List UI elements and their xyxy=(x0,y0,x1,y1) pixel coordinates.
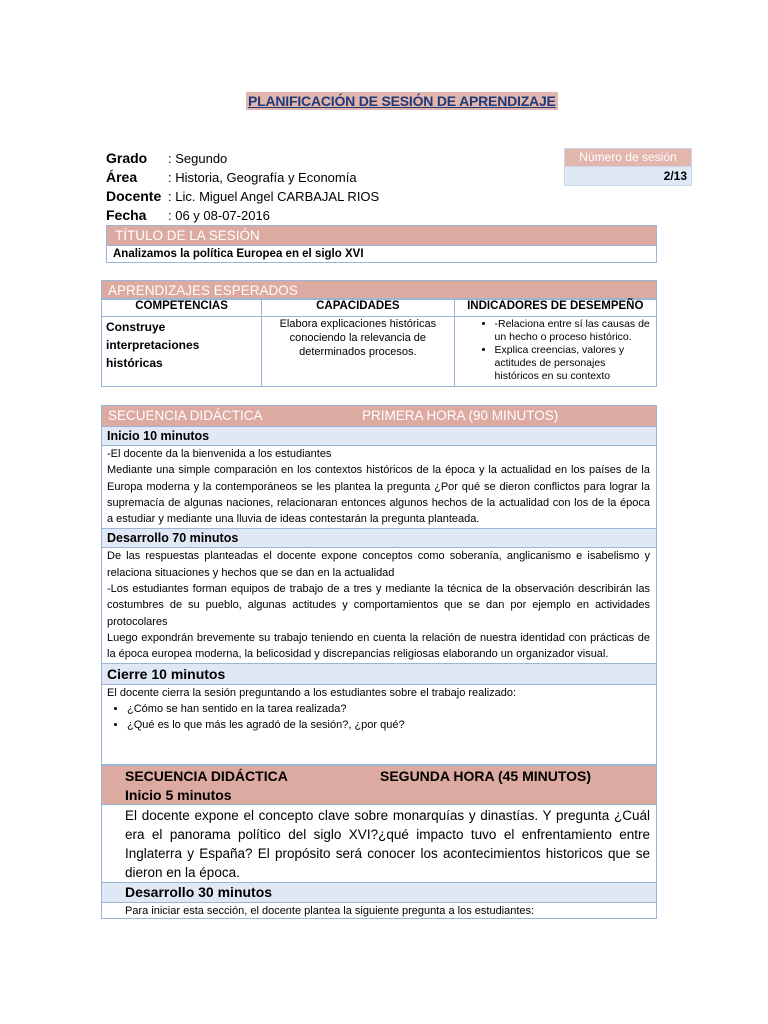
segunda-hora-section xyxy=(101,765,657,919)
session-title-value: Analizamos la política Europea en el siglo XVI xyxy=(107,245,656,263)
cierre-content xyxy=(102,685,656,734)
inicio-title: Inicio 10 minutos xyxy=(102,426,656,446)
session-title-section xyxy=(106,225,657,263)
indicadores-list xyxy=(455,318,652,383)
info-value: : Segundo xyxy=(168,151,228,166)
primera-hora-label: PRIMERA HORA (90 MINUTOS) xyxy=(362,408,559,423)
info-label: Docente xyxy=(106,188,162,204)
info-docente xyxy=(106,188,379,207)
info-label: Área xyxy=(106,169,138,185)
info-value: : 06 y 08-07-2016 xyxy=(168,208,270,223)
aprendizajes-header: APRENDIZAJES ESPERADOS xyxy=(101,280,657,299)
session-number-label: Número de sesión xyxy=(565,149,691,166)
column-header: CAPACIDADES xyxy=(262,300,454,317)
desarrollo-p2: -Los estudiantes forman equipos de trabajo de a tres y mediante la técnica de la observación describirán las costumbres de su pueblo, algunas actitudes y comportamientos que se dan por ejemplo en actividades protocolares xyxy=(107,583,650,628)
info-area xyxy=(106,169,357,188)
cierre-item: • ¿Cómo se han sentido en la tarea realizada? xyxy=(127,701,650,717)
info-value: : Historia, Geografía y Economía xyxy=(168,170,357,185)
indicador-item: • -Relaciona entre sí las causas de un hecho o proceso histórico. xyxy=(495,318,652,344)
session-number-value: 2/13 xyxy=(565,166,691,185)
cierre-p1: El docente cierra la sesión preguntando a los estudiantes sobre el trabajo realizado: xyxy=(107,686,517,699)
segunda-desarrollo-title: Desarrollo 30 minutos xyxy=(102,882,656,903)
competencia-cell xyxy=(102,317,262,387)
info-fecha xyxy=(106,207,270,226)
segunda-inicio-content: El docente expone el concepto clave sobre monarquías y dinastías. Y pregunta ¿Cuál era el panorama político del siglo XVI?¿qué impacto tuvo el enfrentamiento entre Inglaterra y España? El propósito será conocer los acontecimientos historicos que se dieron en la época. xyxy=(102,804,656,882)
inicio-title: Inicio 5 minutos xyxy=(125,787,232,803)
desarrollo-p3: Luego expondrán brevemente su trabajo teniendo en cuenta la relación de nuestra identidad con prácticas de la época europea moderna, la belicosidad y discrepancias religiosas elaborando un organizador visual. xyxy=(107,631,650,661)
competencia-text: Construye interpretaciones históricas xyxy=(106,320,200,370)
session-title-header: TÍTULO DE LA SESIÓN xyxy=(107,226,656,245)
capacidad-text: Elabora explicaciones históricas conociendo la relevancia de determinados procesos. xyxy=(279,318,437,358)
segunda-hora-label: SEGUNDA HORA (45 MINUTOS) xyxy=(380,768,592,784)
secuencia-label: SECUENCIA DIDÁCTICA xyxy=(108,408,263,423)
aprendizajes-table xyxy=(101,299,657,387)
info-value: : Lic. Miguel Angel CARBAJAL RIOS xyxy=(168,189,380,204)
inicio-content xyxy=(102,446,656,528)
column-header: COMPETENCIAS xyxy=(102,300,262,317)
primera-hora-header xyxy=(102,406,656,426)
inicio-p1: -El docente da la bienvenida a los estudiantes xyxy=(107,448,332,460)
desarrollo-content xyxy=(102,548,656,662)
inicio-p2: Mediante una simple comparación en los contextos históricos de la época y la actualidad en los países de la Europa moderna y la contemporáneos se les plantea la pregunta ¿Por qué se dieron conflictos para lograr la supremacía de algunas naciones, relacionaran entonces algunos hechos de la actualidad con los de la época a estudiar y mediante una lluvia de ideas contestarán la pregunta planteada. xyxy=(107,464,650,526)
info-label: Grado xyxy=(106,150,148,166)
info-grado xyxy=(106,150,227,169)
capacidad-cell xyxy=(262,317,454,387)
segunda-desarrollo-content: Para iniciar esta sección, el docente plantea la siguiente pregunta a los estudiantes: xyxy=(125,905,535,917)
segunda-hora-header xyxy=(102,766,656,804)
session-number-box xyxy=(564,148,692,186)
desarrollo-title: Desarrollo 70 minutos xyxy=(102,528,656,548)
indicador-item: • Explica creencias, valores y actitudes de personajes históricos en su contexto xyxy=(495,344,652,383)
cierre-item: • ¿Qué es lo que más les agradó de la sesión?, ¿por qué? xyxy=(127,717,650,733)
desarrollo-p1: De las respuestas planteadas el docente expone conceptos como soberanía, anglicanismo e isabelismo y relaciona situaciones y hechos que se dan en la actualidad xyxy=(107,550,650,579)
secuencia-label: SECUENCIA DIDÁCTICA xyxy=(125,768,288,784)
info-label: Fecha xyxy=(106,207,147,223)
column-header: INDICADORES DE DESEMPEÑO xyxy=(454,300,656,317)
primera-hora-section xyxy=(101,405,657,765)
cierre-title: Cierre 10 minutos xyxy=(102,663,656,685)
document-title: PLANIFICACIÓN DE SESIÓN DE APRENDIZAJE xyxy=(248,93,556,109)
cierre-list xyxy=(107,701,650,734)
indicadores-cell xyxy=(454,317,656,387)
